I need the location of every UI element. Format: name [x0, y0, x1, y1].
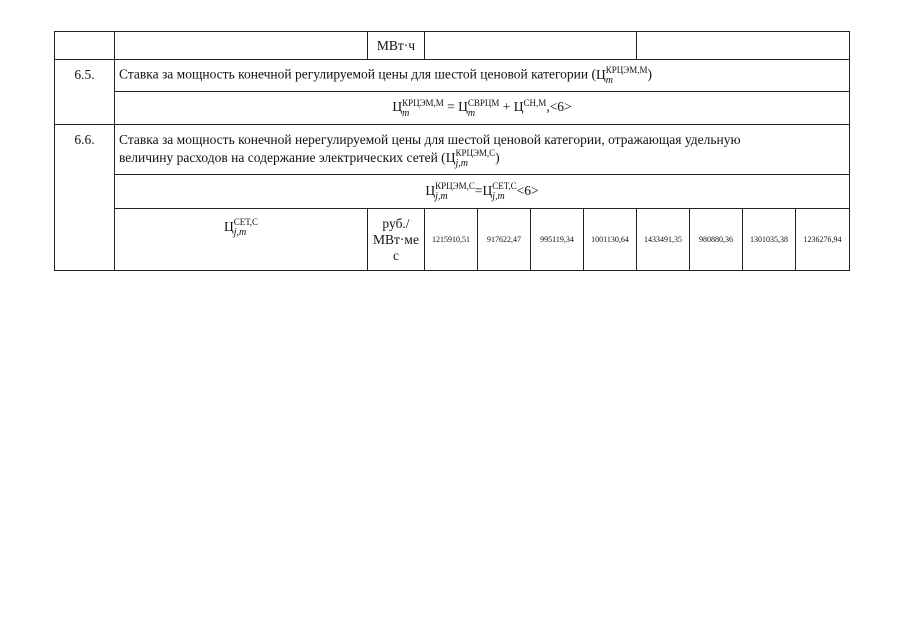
price-symbol — [223, 217, 259, 239]
symbol-indices — [468, 99, 500, 118]
symbol-indices — [435, 182, 475, 201]
unit-cell: МВт·ч — [368, 32, 425, 60]
equals-sign: = — [474, 183, 483, 198]
symbol-indices — [402, 99, 444, 118]
formula-tail: ,<6> — [546, 99, 572, 115]
symbol-sub: j,m — [435, 191, 448, 203]
symbol-sub: m — [605, 75, 613, 86]
formula-cell — [115, 175, 850, 209]
value-cell — [425, 32, 637, 60]
item-title-end: ) — [495, 150, 500, 165]
value-cell: 1301035,38 — [743, 209, 796, 271]
formula — [425, 181, 539, 203]
symbol-base: Ц — [425, 183, 436, 198]
item-title — [115, 60, 850, 92]
item-number: 6.6. — [55, 125, 115, 271]
symbol-base: Ц — [392, 99, 403, 115]
symbol-indices — [234, 218, 258, 237]
table-row — [55, 125, 850, 175]
symbol-sup: СВРЦМ — [467, 97, 500, 108]
symbol-base: Ц — [596, 66, 606, 82]
symbol-sup: СН,М — [523, 97, 547, 108]
symbol-sub: m — [402, 107, 410, 119]
unit-line: с — [393, 247, 399, 263]
label-cell — [115, 32, 368, 60]
value-cell: 1236276,94 — [796, 209, 850, 271]
equals-sign: = — [443, 99, 459, 115]
formula — [392, 97, 572, 119]
symbol-sub: j,m — [233, 227, 247, 239]
item-title-end: ) — [647, 66, 652, 82]
symbol-sub: m — [467, 107, 476, 119]
number-cell — [55, 32, 115, 60]
item-number: 6.5. — [55, 60, 115, 125]
table-row — [55, 60, 850, 92]
symbol-sup: КРЦЭМ,С — [455, 148, 496, 159]
plus-sign: + — [499, 99, 514, 115]
value-cell: 1001130,64 — [584, 209, 637, 271]
table-row — [55, 175, 850, 209]
item-title-line1: Ставка за мощность конечной нерегулируемой цены для шестой ценовой категории, отражающая удельную — [119, 132, 741, 147]
unit-cell — [368, 209, 425, 271]
item-title-line2: величину расходов на содержание электрических сетей ( — [119, 150, 446, 165]
symbol-base: Ц — [482, 183, 493, 198]
symbol-indices — [606, 66, 648, 85]
price-symbol — [445, 148, 496, 170]
value-cell: 995119,34 — [531, 209, 584, 271]
symbol-sup: СЕТ,С — [492, 181, 517, 192]
value-cell: 1215910,51 — [425, 209, 478, 271]
value-cell — [637, 32, 850, 60]
symbol-sup: СЕТ,С — [233, 217, 259, 228]
formula-tail: <6> — [516, 183, 539, 198]
symbol-sup: КРЦЭМ,М — [605, 65, 648, 75]
price-symbol — [596, 65, 648, 86]
symbol-sup: КРЦЭМ,С — [435, 181, 475, 192]
value-cell: 917622,47 — [478, 209, 531, 271]
table-row — [55, 209, 850, 271]
symbol-sup: КРЦЭМ,М — [402, 97, 444, 108]
symbol-indices — [455, 149, 495, 168]
symbol-indices — [492, 182, 516, 201]
formula-cell — [115, 92, 850, 125]
item-title — [115, 125, 850, 175]
symbol-base: Ц — [223, 219, 234, 234]
label-cell — [115, 209, 368, 271]
table-row — [55, 32, 850, 60]
symbol-base: Ц — [458, 99, 468, 115]
symbol-base: Ц — [513, 99, 524, 115]
unit-line: МВт·ме — [373, 231, 419, 247]
unit-line: руб./ — [382, 215, 410, 231]
value-cell: 980880,36 — [690, 209, 743, 271]
value-cell: 1433491,35 — [637, 209, 690, 271]
symbol-sub: j,m — [492, 191, 505, 203]
item-title-text: Ставка за мощность конечной регулируемой цены для шестой ценовой категории ( — [119, 66, 596, 82]
symbol-base: Ц — [445, 150, 456, 165]
tariff-table — [54, 31, 850, 271]
symbol-sub: j,m — [455, 158, 468, 170]
table-row — [55, 92, 850, 125]
